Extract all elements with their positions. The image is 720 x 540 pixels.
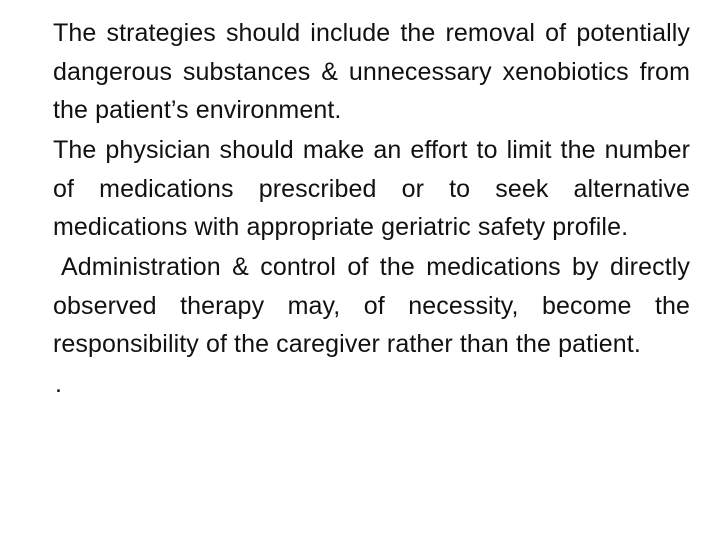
- paragraph-caregiver-responsibility: Administration & control of the medications by directly observed therapy may, of necessity, become the responsibility of the caregiver rather than the patient.: [53, 253, 690, 358]
- paragraph-limit-medications: The physician should make an effort to limit the number of medications prescribed or to seek alternative medications with appropriate geriatric safety profile.: [53, 136, 690, 241]
- trailing-period: .: [55, 370, 63, 398]
- slide-body: [53, 14, 690, 404]
- paragraph-removal-strategies: The strategies should include the removal of potentially dangerous substances & unnecessary xenobiotics from the patient’s environment.: [53, 19, 690, 124]
